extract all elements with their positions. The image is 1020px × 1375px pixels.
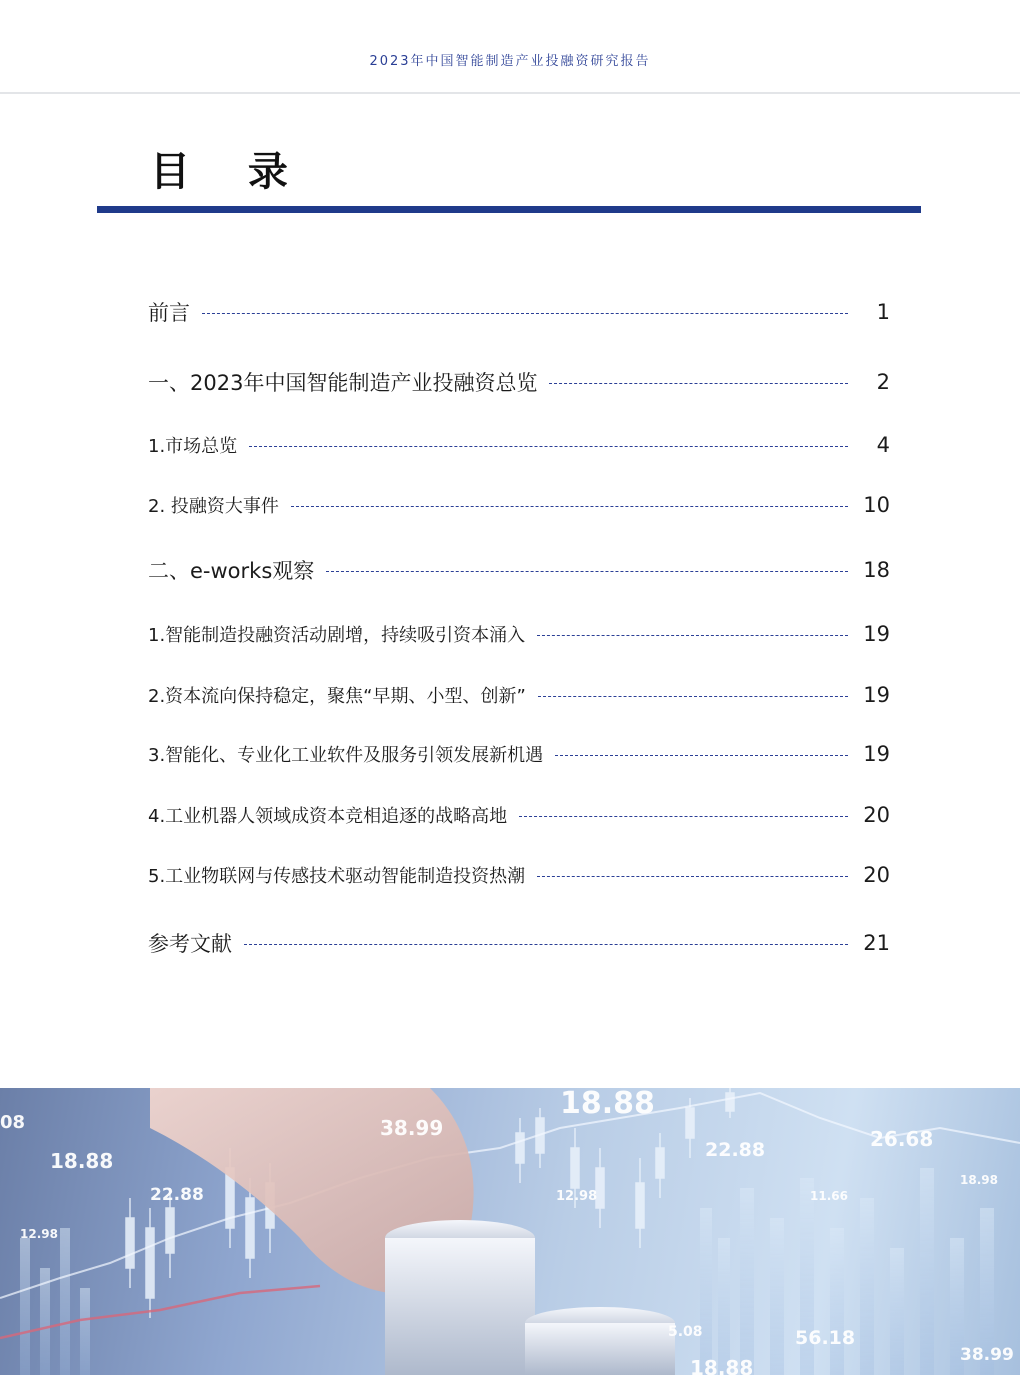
banner-illustration [0, 1088, 1020, 1375]
heading-underline-bar [97, 206, 921, 213]
toc-entry-label: 参考文献 [148, 932, 232, 956]
toc-entry-2-3[interactable] [148, 738, 890, 770]
banner-number: 38.99 [380, 1116, 444, 1140]
dot-leader [519, 816, 848, 817]
toc-entry-label: 4.工业机器人领域成资本竞相追逐的战略高地 [148, 806, 508, 827]
toc-entry-label: 3.智能化、专业化工业软件及服务引领发展新机遇 [148, 745, 544, 766]
dot-leader [249, 446, 848, 447]
dot-leader [537, 635, 848, 636]
banner-number: 18.88 [560, 1088, 655, 1121]
toc-entry-label: 二、e-works观察 [148, 559, 315, 583]
toc-entry-page: 19 [863, 683, 890, 707]
toc-entry-page: 21 [863, 931, 890, 955]
toc-entry-part-1[interactable] [148, 366, 890, 398]
toc-entry-page: 10 [863, 493, 890, 517]
toc-entry-page: 4 [876, 433, 890, 457]
banner-number: 38.99 [960, 1345, 1014, 1365]
toc-entry-label: 1.市场总览 [148, 436, 238, 457]
toc-entry-1-1[interactable] [148, 429, 890, 461]
toc-entry-preface[interactable] [148, 296, 890, 328]
banner-number: 22.88 [150, 1185, 204, 1205]
toc-entry-2-5[interactable] [148, 859, 890, 891]
dot-leader [538, 696, 848, 697]
toc-entry-2-2[interactable] [148, 679, 890, 711]
dot-leader [244, 944, 848, 945]
dot-leader [555, 755, 848, 756]
toc-entry-label: 一、2023年中国智能制造产业投融资总览 [148, 371, 538, 395]
dot-leader [549, 383, 848, 384]
report-title: 2023年中国智能制造产业投融资研究报告 [369, 54, 651, 69]
dot-leader [326, 571, 848, 572]
page-header [0, 0, 1020, 94]
banner-number: 12.98 [20, 1227, 58, 1241]
toc-entry-references[interactable] [148, 927, 890, 959]
banner-number: 26.68 [870, 1127, 934, 1151]
toc-entry-2-4[interactable] [148, 799, 890, 831]
banner-number: 22.88 [705, 1139, 766, 1161]
toc-entry-page: 20 [863, 803, 890, 827]
toc-heading: 目 录 [150, 149, 310, 195]
toc-entry-label: 前言 [148, 301, 190, 325]
toc-entry-label: 5.工业物联网与传感技术驱动智能制造投资热潮 [148, 866, 526, 887]
toc-entry-page: 20 [863, 863, 890, 887]
dot-leader [202, 313, 848, 314]
banner-number: 56.18 [795, 1327, 856, 1349]
toc-entry-page: 19 [863, 622, 890, 646]
banner-number: 11.66 [810, 1189, 848, 1203]
toc-entry-page: 2 [876, 370, 890, 394]
toc-entry-label: 2. 投融资大事件 [148, 496, 279, 517]
toc-entry-label: 2.资本流向保持稳定，聚焦“早期、小型、创新” [148, 686, 526, 707]
toc-entry-page: 1 [876, 300, 890, 324]
coin-stack [385, 1220, 675, 1375]
toc-entry-page: 19 [863, 742, 890, 766]
banner-number: 18.88 [690, 1356, 754, 1375]
banner-number: 18.98 [960, 1173, 998, 1187]
dot-leader [537, 876, 848, 877]
banner-number: 08 [0, 1112, 26, 1133]
toc-entry-page: 18 [863, 558, 890, 582]
finance-banner-image [0, 1088, 1020, 1375]
banner-number: 12.98 [556, 1189, 598, 1204]
toc-entry-2-1[interactable] [148, 618, 890, 650]
toc-entry-1-2[interactable] [148, 489, 890, 521]
toc-entry-part-2[interactable] [148, 554, 890, 586]
toc-entry-label: 1.智能制造投融资活动剧增，持续吸引资本涌入 [148, 625, 526, 646]
dot-leader [291, 506, 848, 507]
banner-number: 5.08 [668, 1324, 703, 1340]
banner-number: 18.88 [50, 1149, 114, 1173]
